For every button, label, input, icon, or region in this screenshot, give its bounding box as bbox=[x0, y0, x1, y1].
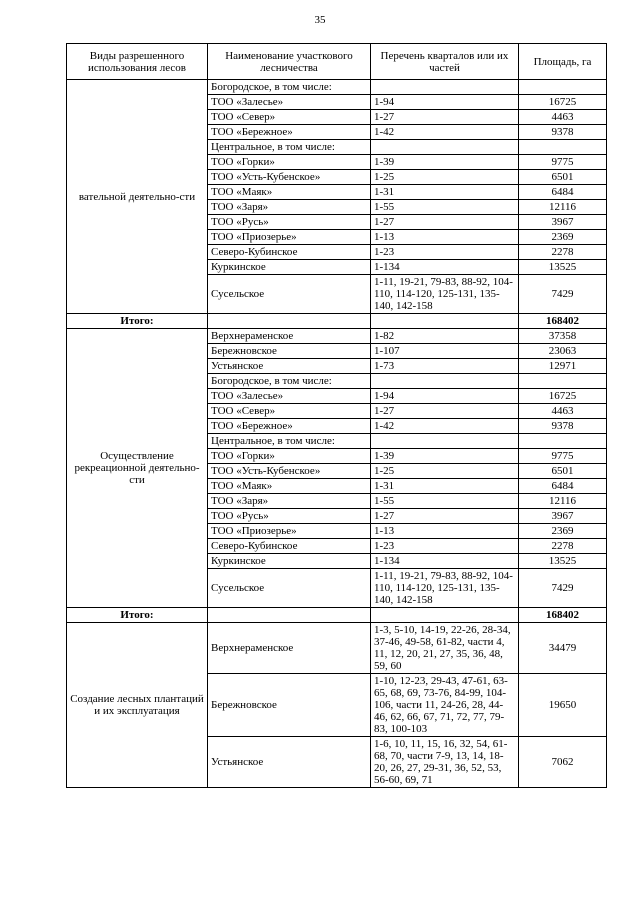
forestry-name-cell: ТОО «Усть-Кубенское» bbox=[208, 464, 371, 479]
forestry-name-cell: ТОО «Горки» bbox=[208, 155, 371, 170]
forestry-name-cell: Верхнераменское bbox=[208, 623, 371, 674]
area-cell: 4463 bbox=[519, 110, 607, 125]
area-cell: 7429 bbox=[519, 569, 607, 608]
total-empty-cell bbox=[371, 314, 519, 329]
quarters-cell: 1-55 bbox=[371, 200, 519, 215]
header-forestry: Наименование участкового лесничества bbox=[208, 44, 371, 80]
usage-type-cell: Создание лесных плантаций и их эксплуатация bbox=[67, 623, 208, 788]
usage-type-cell: вательной деятельно-сти bbox=[67, 80, 208, 314]
header-usage: Виды разрешенного использования лесов bbox=[67, 44, 208, 80]
area-cell: 23063 bbox=[519, 344, 607, 359]
total-empty-cell bbox=[371, 608, 519, 623]
forestry-name-cell: ТОО «Бережное» bbox=[208, 419, 371, 434]
forestry-name-cell: Северо-Кубинское bbox=[208, 245, 371, 260]
area-cell: 16725 bbox=[519, 95, 607, 110]
area-cell: 13525 bbox=[519, 554, 607, 569]
quarters-cell: 1-82 bbox=[371, 329, 519, 344]
quarters-cell: 1-11, 19-21, 79-83, 88-92, 104-110, 114-120, 125-131, 135-140, 142-158 bbox=[371, 569, 519, 608]
area-cell: 3967 bbox=[519, 509, 607, 524]
area-cell: 2369 bbox=[519, 230, 607, 245]
quarters-cell: 1-134 bbox=[371, 260, 519, 275]
total-row bbox=[67, 314, 607, 329]
quarters-cell: 1-94 bbox=[371, 95, 519, 110]
forestry-name-cell: ТОО «Залесье» bbox=[208, 95, 371, 110]
quarters-cell: 1-55 bbox=[371, 494, 519, 509]
area-cell: 7062 bbox=[519, 737, 607, 788]
header-quarters: Перечень кварталов или их частей bbox=[371, 44, 519, 80]
quarters-cell: 1-23 bbox=[371, 245, 519, 260]
forestry-name-cell: ТОО «Заря» bbox=[208, 200, 371, 215]
forestry-name-cell: Куркинское bbox=[208, 554, 371, 569]
forestry-name-cell: ТОО «Приозерье» bbox=[208, 230, 371, 245]
area-cell: 3967 bbox=[519, 215, 607, 230]
total-label: Итого: bbox=[67, 608, 208, 623]
table-header bbox=[67, 44, 607, 80]
forestry-name-cell: ТОО «Усть-Кубенское» bbox=[208, 170, 371, 185]
area-cell: 16725 bbox=[519, 389, 607, 404]
area-cell bbox=[519, 374, 607, 389]
quarters-cell: 1-25 bbox=[371, 464, 519, 479]
forestry-name-cell: Богородское, в том числе: bbox=[208, 374, 371, 389]
quarters-cell: 1-94 bbox=[371, 389, 519, 404]
forestry-name-cell: Бережновское bbox=[208, 674, 371, 737]
area-cell: 9378 bbox=[519, 125, 607, 140]
forestry-name-cell: ТОО «Заря» bbox=[208, 494, 371, 509]
quarters-cell: 1-13 bbox=[371, 524, 519, 539]
quarters-cell: 1-42 bbox=[371, 125, 519, 140]
quarters-cell: 1-27 bbox=[371, 215, 519, 230]
area-cell: 37358 bbox=[519, 329, 607, 344]
quarters-cell: 1-107 bbox=[371, 344, 519, 359]
table-row bbox=[67, 329, 607, 344]
forestry-name-cell: Устьянское bbox=[208, 359, 371, 374]
forestry-name-cell: Бережновское bbox=[208, 344, 371, 359]
forestry-name-cell: ТОО «Русь» bbox=[208, 215, 371, 230]
area-cell: 12971 bbox=[519, 359, 607, 374]
total-label: Итого: bbox=[67, 314, 208, 329]
table-row bbox=[67, 80, 607, 95]
quarters-cell: 1-11, 19-21, 79-83, 88-92, 104-110, 114-120, 125-131, 135-140, 142-158 bbox=[371, 275, 519, 314]
quarters-cell bbox=[371, 434, 519, 449]
quarters-cell: 1-73 bbox=[371, 359, 519, 374]
quarters-cell: 1-13 bbox=[371, 230, 519, 245]
forestry-name-cell: ТОО «Приозерье» bbox=[208, 524, 371, 539]
usage-type-cell: Осуществление рекреационной деятельно-сти bbox=[67, 329, 208, 608]
forestry-name-cell: ТОО «Русь» bbox=[208, 509, 371, 524]
quarters-cell: 1-134 bbox=[371, 554, 519, 569]
area-cell: 19650 bbox=[519, 674, 607, 737]
forestry-name-cell: ТОО «Бережное» bbox=[208, 125, 371, 140]
quarters-cell: 1-6, 10, 11, 15, 16, 32, 54, 61-68, 70, части 7-9, 13, 14, 18-20, 26, 27, 29-31, 36, 52, 53, 56-60, 69, 71 bbox=[371, 737, 519, 788]
area-cell: 34479 bbox=[519, 623, 607, 674]
forestry-name-cell: ТОО «Север» bbox=[208, 110, 371, 125]
area-cell: 2278 bbox=[519, 245, 607, 260]
quarters-cell: 1-23 bbox=[371, 539, 519, 554]
area-cell: 9378 bbox=[519, 419, 607, 434]
forestry-name-cell: Сусельское bbox=[208, 275, 371, 314]
forestry-name-cell: Богородское, в том числе: bbox=[208, 80, 371, 95]
quarters-cell: 1-31 bbox=[371, 185, 519, 200]
forestry-name-cell: Центральное, в том числе: bbox=[208, 140, 371, 155]
area-cell: 6501 bbox=[519, 464, 607, 479]
area-cell: 2278 bbox=[519, 539, 607, 554]
forestry-name-cell: Центральное, в том числе: bbox=[208, 434, 371, 449]
quarters-cell bbox=[371, 374, 519, 389]
area-cell bbox=[519, 80, 607, 95]
header-area: Площадь, га bbox=[519, 44, 607, 80]
forestry-name-cell: ТОО «Север» bbox=[208, 404, 371, 419]
quarters-cell bbox=[371, 80, 519, 95]
quarters-cell: 1-27 bbox=[371, 404, 519, 419]
area-cell bbox=[519, 140, 607, 155]
quarters-cell: 1-25 bbox=[371, 170, 519, 185]
area-cell: 4463 bbox=[519, 404, 607, 419]
area-cell: 6484 bbox=[519, 185, 607, 200]
page-number: 35 bbox=[314, 14, 326, 26]
table-body bbox=[67, 80, 607, 788]
forestry-name-cell: ТОО «Маяк» bbox=[208, 479, 371, 494]
forest-usage-table bbox=[66, 43, 607, 788]
forestry-name-cell: Куркинское bbox=[208, 260, 371, 275]
area-cell: 7429 bbox=[519, 275, 607, 314]
total-empty-cell bbox=[208, 314, 371, 329]
forestry-name-cell: ТОО «Маяк» bbox=[208, 185, 371, 200]
area-cell: 13525 bbox=[519, 260, 607, 275]
total-value: 168402 bbox=[519, 314, 607, 329]
total-empty-cell bbox=[208, 608, 371, 623]
quarters-cell: 1-39 bbox=[371, 155, 519, 170]
area-cell: 9775 bbox=[519, 155, 607, 170]
quarters-cell: 1-27 bbox=[371, 509, 519, 524]
area-cell: 6501 bbox=[519, 170, 607, 185]
total-row bbox=[67, 608, 607, 623]
quarters-cell: 1-27 bbox=[371, 110, 519, 125]
area-cell: 12116 bbox=[519, 494, 607, 509]
area-cell: 9775 bbox=[519, 449, 607, 464]
forestry-name-cell: Устьянское bbox=[208, 737, 371, 788]
forestry-name-cell: ТОО «Горки» bbox=[208, 449, 371, 464]
area-cell: 6484 bbox=[519, 479, 607, 494]
quarters-cell: 1-42 bbox=[371, 419, 519, 434]
forestry-name-cell: Северо-Кубинское bbox=[208, 539, 371, 554]
quarters-cell bbox=[371, 140, 519, 155]
quarters-cell: 1-3, 5-10, 14-19, 22-26, 28-34, 37-46, 49-58, 61-82, части 4, 11, 12, 20, 21, 27, 35, 36, 48, 59, 60 bbox=[371, 623, 519, 674]
area-cell: 2369 bbox=[519, 524, 607, 539]
quarters-cell: 1-31 bbox=[371, 479, 519, 494]
forestry-name-cell: Верхнераменское bbox=[208, 329, 371, 344]
forestry-name-cell: Сусельское bbox=[208, 569, 371, 608]
quarters-cell: 1-39 bbox=[371, 449, 519, 464]
table-row bbox=[67, 623, 607, 674]
area-cell bbox=[519, 434, 607, 449]
area-cell: 12116 bbox=[519, 200, 607, 215]
quarters-cell: 1-10, 12-23, 29-43, 47-61, 63-65, 68, 69, 73-76, 84-99, 104-106, части 11, 24-26, 28, 44-46, 62, 66, 67, 71, 72, 77, 79-83, 100-103 bbox=[371, 674, 519, 737]
total-value: 168402 bbox=[519, 608, 607, 623]
forestry-name-cell: ТОО «Залесье» bbox=[208, 389, 371, 404]
